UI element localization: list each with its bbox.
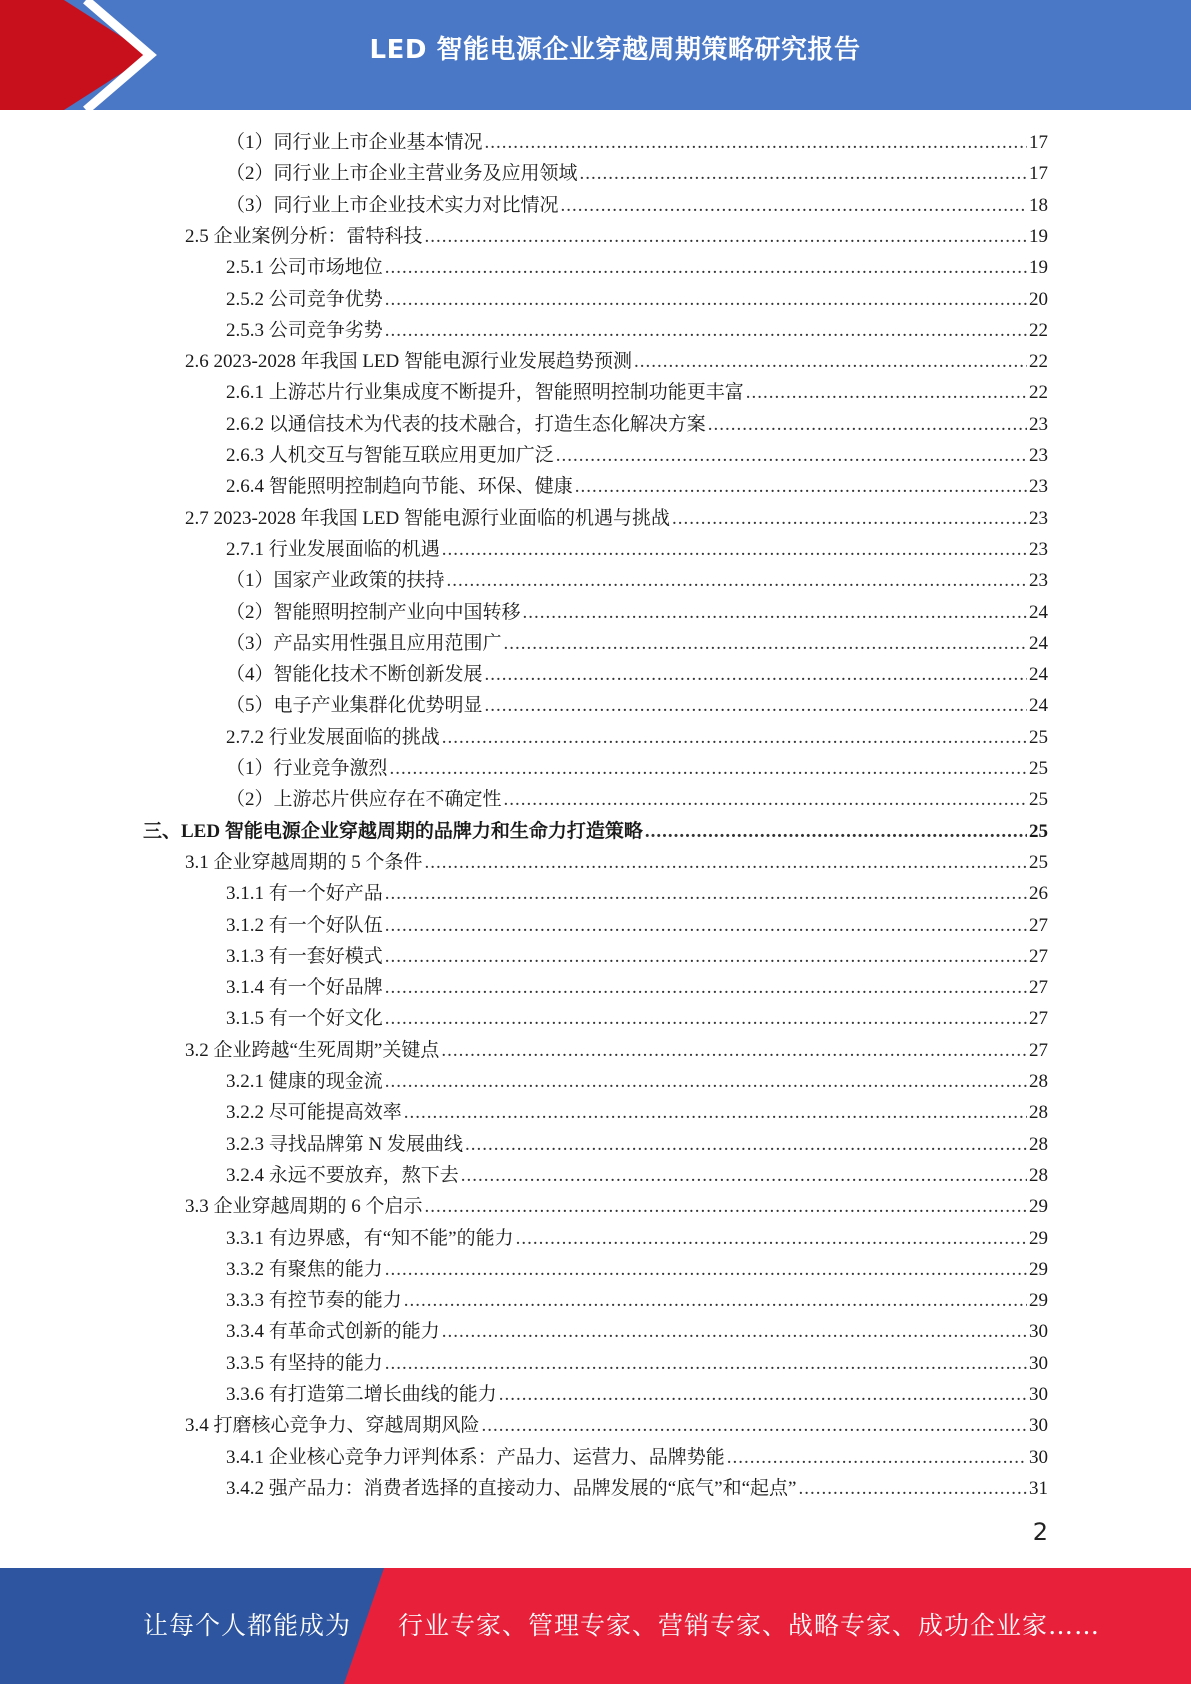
toc-entry-page: 28 xyxy=(1029,1164,1048,1186)
toc-dot-leader xyxy=(499,1379,1027,1410)
toc-entry-page: 23 xyxy=(1029,413,1048,435)
toc-dot-leader xyxy=(385,1003,1027,1034)
toc-entry[interactable] xyxy=(226,753,1048,784)
toc-entry-title: 2.5.3 公司竞争劣势 xyxy=(226,319,383,341)
toc-entry[interactable] xyxy=(226,1348,1048,1379)
toc-dot-leader xyxy=(425,221,1027,252)
toc-entry-page: 19 xyxy=(1029,257,1048,279)
toc-entry[interactable] xyxy=(226,1442,1048,1473)
toc-dot-leader xyxy=(447,565,1027,596)
toc-dot-leader xyxy=(442,722,1027,753)
toc-entry-page: 26 xyxy=(1029,883,1048,905)
toc-entry-title: （5）电子产业集群化优势明显 xyxy=(226,695,483,717)
toc-entry-page: 17 xyxy=(1029,163,1048,185)
toc-entry-title: 3.1.3 有一套好模式 xyxy=(226,945,383,967)
toc-entry[interactable] xyxy=(226,534,1048,565)
toc-entry[interactable] xyxy=(226,659,1048,690)
toc-entry-title: 3.1.1 有一个好产品 xyxy=(226,883,383,905)
toc-entry-title: 2.7.1 行业发展面临的机遇 xyxy=(226,538,440,560)
toc-dot-leader xyxy=(504,784,1027,815)
toc-entry-page: 29 xyxy=(1029,1227,1048,1249)
toc-entry-page: 23 xyxy=(1029,445,1048,466)
toc-entry-title: 3.3.2 有聚焦的能力 xyxy=(226,1258,383,1280)
toc-entry-page: 28 xyxy=(1029,1071,1048,1092)
toc-entry-page: 30 xyxy=(1029,1415,1048,1437)
toc-entry-title: （1）同行业上市企业基本情况 xyxy=(226,132,483,153)
toc-entry-page: 24 xyxy=(1029,601,1048,623)
toc-entry-title: 3.4 打磨核心竞争力、穿越周期风险 xyxy=(185,1415,480,1437)
toc-entry[interactable] xyxy=(185,1410,1048,1441)
toc-entry[interactable] xyxy=(226,941,1048,972)
toc-entry-title: 3.3 企业穿越周期的 6 个启示 xyxy=(185,1196,423,1218)
toc-entry[interactable] xyxy=(185,847,1048,878)
toc-dot-leader xyxy=(385,910,1027,941)
toc-entry[interactable] xyxy=(226,784,1048,815)
toc-dot-leader xyxy=(461,1160,1027,1191)
toc-entry-page: 27 xyxy=(1029,945,1048,967)
toc-dot-leader xyxy=(385,315,1027,346)
toc-dot-leader xyxy=(485,659,1027,690)
toc-entry-title: 3.3.6 有打造第二增长曲线的能力 xyxy=(226,1384,497,1405)
toc-dot-leader xyxy=(634,346,1027,377)
toc-entry-page: 19 xyxy=(1029,225,1048,247)
toc-entry[interactable] xyxy=(185,221,1048,252)
toc-entry[interactable] xyxy=(226,1066,1048,1097)
toc-entry-page: 30 xyxy=(1029,1384,1048,1405)
toc-entry-page: 18 xyxy=(1029,194,1048,216)
toc-dot-leader xyxy=(580,158,1027,189)
toc-entry[interactable] xyxy=(226,597,1048,628)
toc-entry-page: 20 xyxy=(1029,288,1048,310)
toc-dot-leader xyxy=(442,534,1027,565)
toc-entry-title: 3.2.2 尽可能提高效率 xyxy=(226,1102,402,1124)
toc-entry-title: 3.3.3 有控节奏的能力 xyxy=(226,1290,402,1312)
toc-entry-title: 三、LED 智能电源企业穿越周期的品牌力和生命力打造策略 xyxy=(143,820,643,842)
toc-entry-title: 2.5 企业案例分析：雷特科技 xyxy=(185,225,423,247)
toc-entry[interactable] xyxy=(226,690,1048,721)
toc-dot-leader xyxy=(385,284,1027,315)
toc-entry-page: 30 xyxy=(1029,1446,1048,1468)
toc-entry-page: 23 xyxy=(1029,476,1048,498)
toc-entry-title: 3.1 企业穿越周期的 5 个条件 xyxy=(185,851,423,873)
toc-entry-page: 27 xyxy=(1029,1008,1048,1030)
toc-entry-title: 3.1.4 有一个好品牌 xyxy=(226,977,383,999)
toc-dot-leader xyxy=(516,1223,1027,1254)
toc-entry-title: （1）国家产业政策的扶持 xyxy=(226,570,445,592)
toc-entry-title: 2.5.1 公司市场地位 xyxy=(226,257,383,279)
toc-entry-page: 22 xyxy=(1029,351,1048,373)
toc-dot-leader xyxy=(385,252,1027,283)
toc-dot-leader xyxy=(556,440,1027,471)
toc-entry-page: 28 xyxy=(1029,1102,1048,1124)
toc-entry[interactable] xyxy=(226,722,1048,753)
toc-entry-page: 25 xyxy=(1029,789,1048,811)
toc-entry-title: （1）行业竞争激烈 xyxy=(226,758,388,779)
toc-entry[interactable] xyxy=(226,972,1048,1003)
toc-entry[interactable] xyxy=(226,315,1048,346)
toc-entry-title: 2.6.3 人机交互与智能互联应用更加广泛 xyxy=(226,445,554,466)
toc-entry-page: 22 xyxy=(1029,382,1048,404)
toc-dot-leader xyxy=(645,816,1027,847)
toc-entry-title: 3.2.4 永远不要放弃，熬下去 xyxy=(226,1164,459,1186)
toc-entry[interactable] xyxy=(226,158,1048,189)
toc-dot-leader xyxy=(385,941,1027,972)
toc-dot-leader xyxy=(385,1066,1027,1097)
toc-entry-page: 25 xyxy=(1029,851,1048,873)
toc-dot-leader xyxy=(385,1254,1027,1285)
toc-dot-leader xyxy=(504,628,1027,659)
toc-entry[interactable] xyxy=(226,565,1048,596)
toc-entry[interactable] xyxy=(226,440,1048,471)
toc-dot-leader xyxy=(385,878,1027,909)
toc-dot-leader xyxy=(385,972,1027,1003)
page-number: 2 xyxy=(1032,1518,1048,1546)
report-title: LED 智能电源企业穿越周期策略研究报告 xyxy=(369,35,861,65)
toc-entry-page: 25 xyxy=(1029,726,1048,748)
toc-entry-page: 25 xyxy=(1029,820,1048,842)
toc-entry-title: 2.6 2023-2028 年我国 LED 智能电源行业发展趋势预测 xyxy=(185,351,633,373)
toc-entry-title: （3）产品实用性强且应用范围广 xyxy=(226,632,502,654)
toc-dot-leader xyxy=(385,1348,1027,1379)
toc-entry-page: 23 xyxy=(1029,538,1048,560)
toc-dot-leader xyxy=(390,753,1027,784)
toc-dot-leader xyxy=(425,1191,1027,1222)
toc-entry-page: 28 xyxy=(1029,1133,1048,1155)
page-header xyxy=(0,0,1191,110)
toc-entry[interactable] xyxy=(185,346,1048,377)
toc-dot-leader xyxy=(798,1473,1027,1504)
toc-dot-leader xyxy=(404,1285,1027,1316)
toc-entry-title: 3.1.2 有一个好队伍 xyxy=(226,914,383,936)
toc-entry-title: （4）智能化技术不断创新发展 xyxy=(226,664,483,686)
page-footer xyxy=(0,1568,1191,1684)
toc-dot-leader xyxy=(523,597,1027,628)
toc-entry[interactable] xyxy=(185,1035,1048,1066)
toc-entry[interactable] xyxy=(226,628,1048,659)
toc-entry-title: 3.3.1 有边界感，有“知不能”的能力 xyxy=(226,1227,514,1249)
toc-entry-title: 2.7.2 行业发展面临的挑战 xyxy=(226,726,440,748)
toc-entry[interactable] xyxy=(226,409,1048,440)
toc-entry-page: 30 xyxy=(1029,1352,1048,1374)
toc-dot-leader xyxy=(575,471,1027,502)
toc-dot-leader xyxy=(746,377,1027,408)
toc-entry[interactable] xyxy=(226,471,1048,502)
toc-entry-title: 3.4.1 企业核心竞争力评判体系：产品力、运营力、品牌势能 xyxy=(226,1446,725,1468)
toc-entry-page: 29 xyxy=(1029,1290,1048,1312)
toc-entry[interactable] xyxy=(185,503,1048,534)
toc-entry[interactable] xyxy=(226,1285,1048,1316)
toc-dot-leader xyxy=(441,1035,1027,1066)
toc-entry[interactable] xyxy=(226,1097,1048,1128)
toc-entry[interactable] xyxy=(226,878,1048,909)
toc-entry[interactable] xyxy=(185,1191,1048,1222)
toc-entry[interactable] xyxy=(226,1379,1048,1410)
toc-entry[interactable] xyxy=(143,816,1048,847)
toc-entry-title: 2.6.2 以通信技术为代表的技术融合，打造生态化解决方案 xyxy=(226,413,706,435)
toc-entry-page: 24 xyxy=(1029,664,1048,686)
toc-entry-page: 23 xyxy=(1029,570,1048,592)
toc-entry-page: 29 xyxy=(1029,1258,1048,1280)
toc-entry-page: 22 xyxy=(1029,319,1048,341)
toc-entry-title: 2.5.2 公司竞争优势 xyxy=(226,288,383,310)
toc-entry[interactable] xyxy=(226,910,1048,941)
toc-dot-leader xyxy=(442,1316,1027,1347)
toc-entry[interactable] xyxy=(226,1254,1048,1285)
toc-entry[interactable] xyxy=(226,377,1048,408)
toc-entry-page: 24 xyxy=(1029,632,1048,654)
toc-entry-title: 2.7 2023-2028 年我国 LED 智能电源行业面临的机遇与挑战 xyxy=(185,507,671,529)
toc-entry-title: 3.2 企业跨越“生死周期”关键点 xyxy=(185,1039,440,1061)
toc-entry-title: （2）同行业上市企业主营业务及应用领域 xyxy=(226,163,578,185)
toc-entry[interactable] xyxy=(226,190,1048,221)
toc-dot-leader xyxy=(465,1129,1027,1160)
toc-entry-title: 3.4.2 强产品力：消费者选择的直接动力、品牌发展的“底气”和“起点” xyxy=(226,1477,797,1499)
toc-entry-page: 25 xyxy=(1029,758,1048,779)
toc-entry[interactable] xyxy=(226,1003,1048,1034)
toc-entry-title: （2）智能照明控制产业向中国转移 xyxy=(226,601,521,623)
toc-dot-leader xyxy=(404,1097,1027,1128)
toc-entry[interactable] xyxy=(226,1160,1048,1191)
toc-entry-title: 3.2.1 健康的现金流 xyxy=(226,1071,383,1092)
toc-entry-title: 3.3.4 有革命式创新的能力 xyxy=(226,1321,440,1343)
toc-dot-leader xyxy=(708,409,1027,440)
toc-entry[interactable] xyxy=(226,1473,1048,1504)
toc-entry[interactable] xyxy=(226,284,1048,315)
toc-entry[interactable] xyxy=(226,127,1048,158)
toc-entry-page: 27 xyxy=(1029,1039,1048,1061)
toc-entry-title: 3.3.5 有坚持的能力 xyxy=(226,1352,383,1374)
toc-entry-page: 30 xyxy=(1029,1321,1048,1343)
toc-entry-title: （3）同行业上市企业技术实力对比情况 xyxy=(226,194,559,216)
toc-entry-title: 2.6.1 上游芯片行业集成度不断提升，智能照明控制功能更丰富 xyxy=(226,382,744,404)
footer-slogan-right: 行业专家、管理专家、营销专家、战略专家、成功企业家…… xyxy=(398,1611,1101,1640)
toc-dot-leader xyxy=(561,190,1027,221)
toc-entry-title: （2）上游芯片供应存在不确定性 xyxy=(226,789,502,811)
toc-entry-page: 31 xyxy=(1029,1477,1048,1499)
toc-entry-title: 3.1.5 有一个好文化 xyxy=(226,1008,383,1030)
toc-dot-leader xyxy=(672,503,1027,534)
toc-entry-title: 2.6.4 智能照明控制趋向节能、环保、健康 xyxy=(226,476,573,498)
toc-dot-leader xyxy=(485,690,1027,721)
toc-dot-leader xyxy=(727,1442,1027,1473)
toc-entry-page: 17 xyxy=(1029,132,1048,153)
toc-entry-page: 29 xyxy=(1029,1196,1048,1218)
toc-entry[interactable] xyxy=(226,1316,1048,1347)
toc-entry-page: 27 xyxy=(1029,914,1048,936)
toc-dot-leader xyxy=(425,847,1027,878)
toc-entry-title: 3.2.3 寻找品牌第 N 发展曲线 xyxy=(226,1133,463,1155)
toc-entry[interactable] xyxy=(226,1223,1048,1254)
toc-entry[interactable] xyxy=(226,1129,1048,1160)
toc-entry-page: 24 xyxy=(1029,695,1048,717)
toc-entry[interactable] xyxy=(226,252,1048,283)
footer-slogan-left: 让每个人都能成为 xyxy=(143,1611,352,1640)
toc-dot-leader xyxy=(482,1410,1027,1441)
toc-entry-page: 23 xyxy=(1029,507,1048,529)
toc-dot-leader xyxy=(485,127,1027,158)
toc-entry-page: 27 xyxy=(1029,977,1048,999)
